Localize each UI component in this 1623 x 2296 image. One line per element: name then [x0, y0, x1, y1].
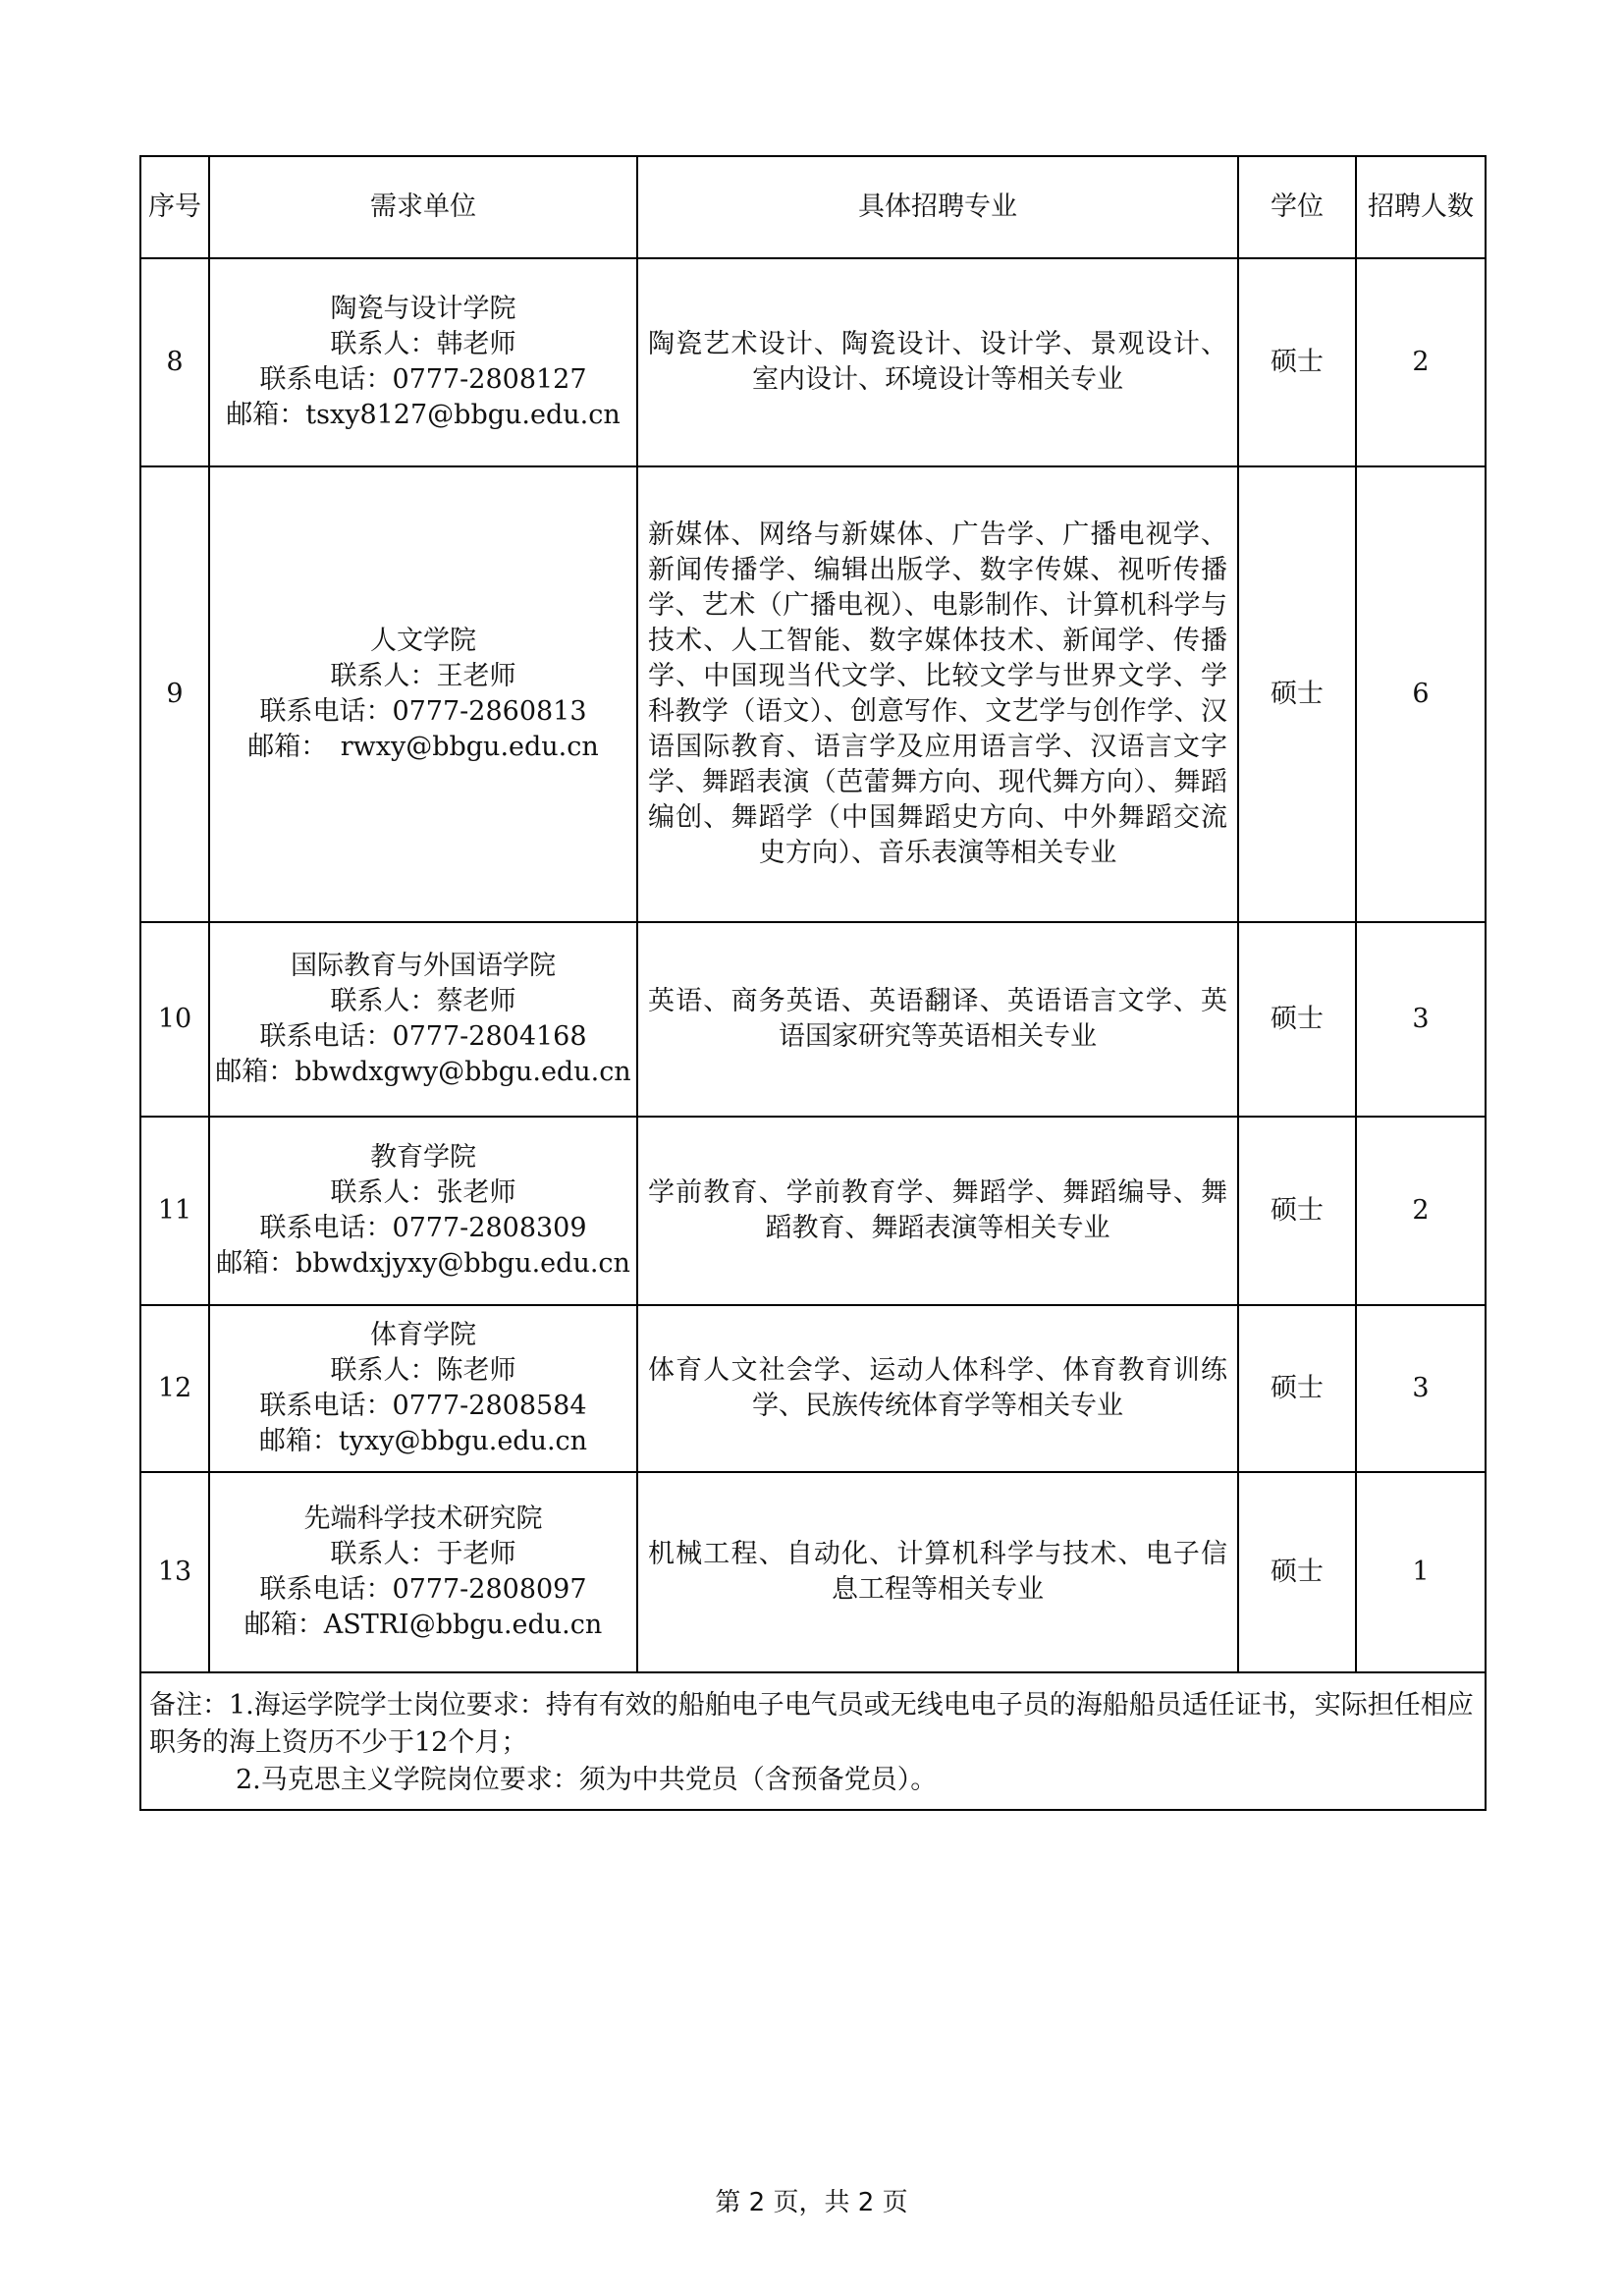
unit-phone: 联系电话：0777-2808309 [259, 1213, 587, 1243]
note-2: 2.马克思主义学院岗位要求：须为中共党员（含预备党员）。 [236, 1765, 938, 1795]
unit-phone: 联系电话：0777-2808097 [259, 1574, 587, 1605]
unit-email: 邮箱：bbwdxjyxy@bbgu.edu.cn [216, 1248, 630, 1279]
notes-cell [140, 1672, 1486, 1810]
row-major: 陶瓷艺术设计、陶瓷设计、设计学、景观设计、室内设计、环境设计等相关专业 [637, 258, 1238, 466]
row-degree: 硕士 [1238, 258, 1356, 466]
unit-contact: 联系人：于老师 [330, 1539, 516, 1569]
row-major: 机械工程、自动化、计算机科学与技术、电子信息工程等相关专业 [637, 1472, 1238, 1672]
unit-email: 邮箱：tyxy@bbgu.edu.cn [258, 1426, 588, 1456]
row-no: 11 [140, 1117, 209, 1305]
row-no: 13 [140, 1472, 209, 1672]
unit-contact: 联系人：蔡老师 [330, 986, 516, 1016]
table-row [140, 922, 1486, 1117]
table-row [140, 1117, 1486, 1305]
unit-phone: 联系电话：0777-2808584 [259, 1391, 587, 1421]
unit-contact: 联系人：韩老师 [330, 329, 516, 359]
header-degree: 学位 [1238, 156, 1356, 258]
unit-phone: 联系电话：0777-2860813 [259, 696, 587, 727]
row-no: 10 [140, 922, 209, 1117]
row-no: 12 [140, 1305, 209, 1472]
unit-name: 陶瓷与设计学院 [330, 294, 516, 324]
row-degree: 硕士 [1238, 1305, 1356, 1472]
row-no: 8 [140, 258, 209, 466]
row-count: 6 [1356, 466, 1486, 922]
recruitment-table [139, 155, 1487, 1811]
unit-name: 人文学院 [370, 626, 476, 656]
unit-email: 邮箱：ASTRI@bbgu.edu.cn [243, 1610, 603, 1640]
header-unit: 需求单位 [209, 156, 637, 258]
row-count: 1 [1356, 1472, 1486, 1672]
unit-email: 邮箱： rwxy@bbgu.edu.cn [247, 732, 599, 762]
unit-name: 先端科学技术研究院 [303, 1503, 543, 1534]
unit-email: 邮箱：bbwdxgwy@bbgu.edu.cn [215, 1057, 631, 1087]
table-row [140, 466, 1486, 922]
row-major: 学前教育、学前教育学、舞蹈学、舞蹈编导、舞蹈教育、舞蹈表演等相关专业 [637, 1117, 1238, 1305]
row-degree: 硕士 [1238, 466, 1356, 922]
row-unit [209, 1472, 637, 1672]
table-row [140, 1472, 1486, 1672]
row-unit [209, 1117, 637, 1305]
note-1: 备注：1.海运学院学士岗位要求：持有有效的船舶电子电气员或无线电电子员的海船船员适任证书，实际担任相应职务的海上资历不少于12个月； [149, 1690, 1474, 1758]
page-footer: 第 2 页，共 2 页 [715, 2188, 908, 2217]
notes-row [140, 1672, 1486, 1810]
row-major: 英语、商务英语、英语翻译、英语语言文学、英语国家研究等英语相关专业 [637, 922, 1238, 1117]
unit-contact: 联系人：张老师 [330, 1177, 516, 1208]
row-unit [209, 922, 637, 1117]
row-count: 2 [1356, 1117, 1486, 1305]
unit-phone: 联系电话：0777-2808127 [259, 364, 587, 395]
header-row [140, 156, 1486, 258]
row-unit [209, 258, 637, 466]
row-degree: 硕士 [1238, 1472, 1356, 1672]
row-degree: 硕士 [1238, 922, 1356, 1117]
row-count: 2 [1356, 258, 1486, 466]
row-major: 体育人文社会学、运动人体科学、体育教育训练学、民族传统体育学等相关专业 [637, 1305, 1238, 1472]
unit-name: 国际教育与外国语学院 [291, 951, 556, 981]
row-degree: 硕士 [1238, 1117, 1356, 1305]
row-count: 3 [1356, 1305, 1486, 1472]
row-unit [209, 466, 637, 922]
header-no: 序号 [140, 156, 209, 258]
unit-email: 邮箱：tsxy8127@bbgu.edu.cn [226, 400, 621, 430]
table-row [140, 258, 1486, 466]
unit-contact: 联系人：王老师 [330, 661, 516, 691]
row-count: 3 [1356, 922, 1486, 1117]
table-row [140, 1305, 1486, 1472]
row-unit [209, 1305, 637, 1472]
row-no: 9 [140, 466, 209, 922]
unit-name: 体育学院 [370, 1320, 476, 1350]
unit-phone: 联系电话：0777-2804168 [259, 1021, 587, 1052]
unit-name: 教育学院 [370, 1142, 476, 1173]
row-major: 新媒体、网络与新媒体、广告学、广播电视学、新闻传播学、编辑出版学、数字传媒、视听传播学、艺术（广播电视）、电影制作、计算机科学与技术、人工智能、数字媒体技术、新闻学、传播学、中国现当代文学、比较文学与世界文学、学科教学（语文）、创意写作、文艺学与创作学、汉语国际教育、语言学及应用语言学、汉语言文字学、舞蹈表演（芭蕾舞方向、现代舞方向）、舞蹈编创、舞蹈学（中国舞蹈史方向、中外舞蹈交流史方向）、音乐表演等相关专业 [637, 466, 1238, 922]
header-count: 招聘人数 [1356, 156, 1486, 258]
header-major: 具体招聘专业 [637, 156, 1238, 258]
unit-contact: 联系人：陈老师 [330, 1355, 516, 1386]
